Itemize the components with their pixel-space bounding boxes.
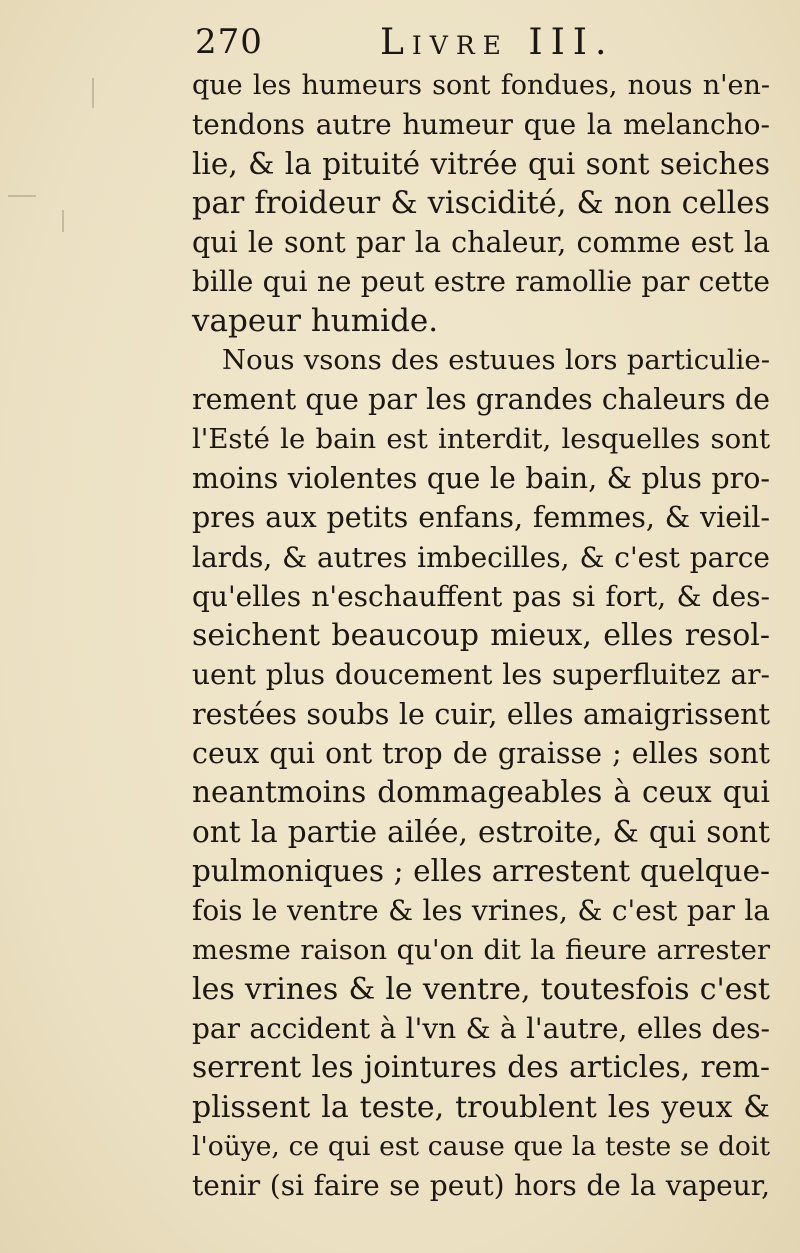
text-line: l'oüye, ce qui est cause que la teste se doit <box>192 1131 770 1163</box>
text-line: pulmoniques ; elles arrestent quelque- <box>192 853 770 888</box>
margin-mark <box>92 78 94 108</box>
text-line: ont la partie ailée, estroite, & qui sont <box>192 814 770 849</box>
text-line: plissent la teste, troublent les yeux & <box>192 1089 770 1125</box>
text-line: par accident à l'vn & à l'autre, elles des- <box>192 1012 770 1046</box>
running-title: Livre III. <box>380 22 615 63</box>
text-line: neantmoins dommageables à ceux qui <box>192 775 770 810</box>
text-line: qui le sont par la chaleur, comme est la <box>192 226 770 260</box>
text-line: seichent beaucoup mieux, elles resol- <box>192 618 770 654</box>
text-line: qu'elles n'eschauffent pas si fort, & des- <box>192 579 770 613</box>
paragraph-start-line: Nous vsons des estuues lors particulie- <box>222 344 770 377</box>
text-line: bille qui ne peut estre ramollie par cette <box>192 265 770 299</box>
text-line: pres aux petits enfans, femmes, & vieil- <box>192 501 770 535</box>
page-number: 270 <box>195 22 263 62</box>
text-line: fois le ventre & les vrines, & c'est par la <box>192 894 770 928</box>
body-text <box>192 66 770 1206</box>
text-line: l'Esté le bain est interdit, lesquelles sont <box>192 422 770 455</box>
text-line: tenir (si faire se peut) hors de la vapeur, <box>192 1169 770 1203</box>
text-line: vapeur humide. <box>192 302 439 339</box>
text-line: les vrines & le ventre, toutesfois c'est <box>192 971 770 1007</box>
text-line: par froideur & viscidité, & non celles <box>192 185 770 221</box>
text-line: restées soubs le cuir, elles amaigrissent <box>192 697 770 731</box>
margin-mark <box>8 195 36 197</box>
text-line: mesme raison qu'on dit la fieure arrester <box>192 933 770 966</box>
text-line: lie, & la pituité vitrée qui sont seiches <box>192 146 770 181</box>
text-line: ceux qui ont trop de graisse ; elles sont <box>192 737 770 771</box>
text-line: moins violentes que le bain, & plus pro- <box>192 461 770 495</box>
text-line: uent plus doucement les superfluitez ar- <box>192 658 770 692</box>
text-line: serrent les jointures des articles, rem- <box>192 1050 770 1085</box>
text-line: que les humeurs sont fondues, nous n'en- <box>192 70 770 101</box>
page-header <box>195 18 755 70</box>
text-line: tendons autre humeur que la melancho- <box>192 108 770 142</box>
text-line: lards, & autres imbecilles, & c'est parce <box>192 540 770 574</box>
text-line: rement que par les grandes chaleurs de <box>192 383 770 417</box>
margin-mark <box>62 210 64 232</box>
